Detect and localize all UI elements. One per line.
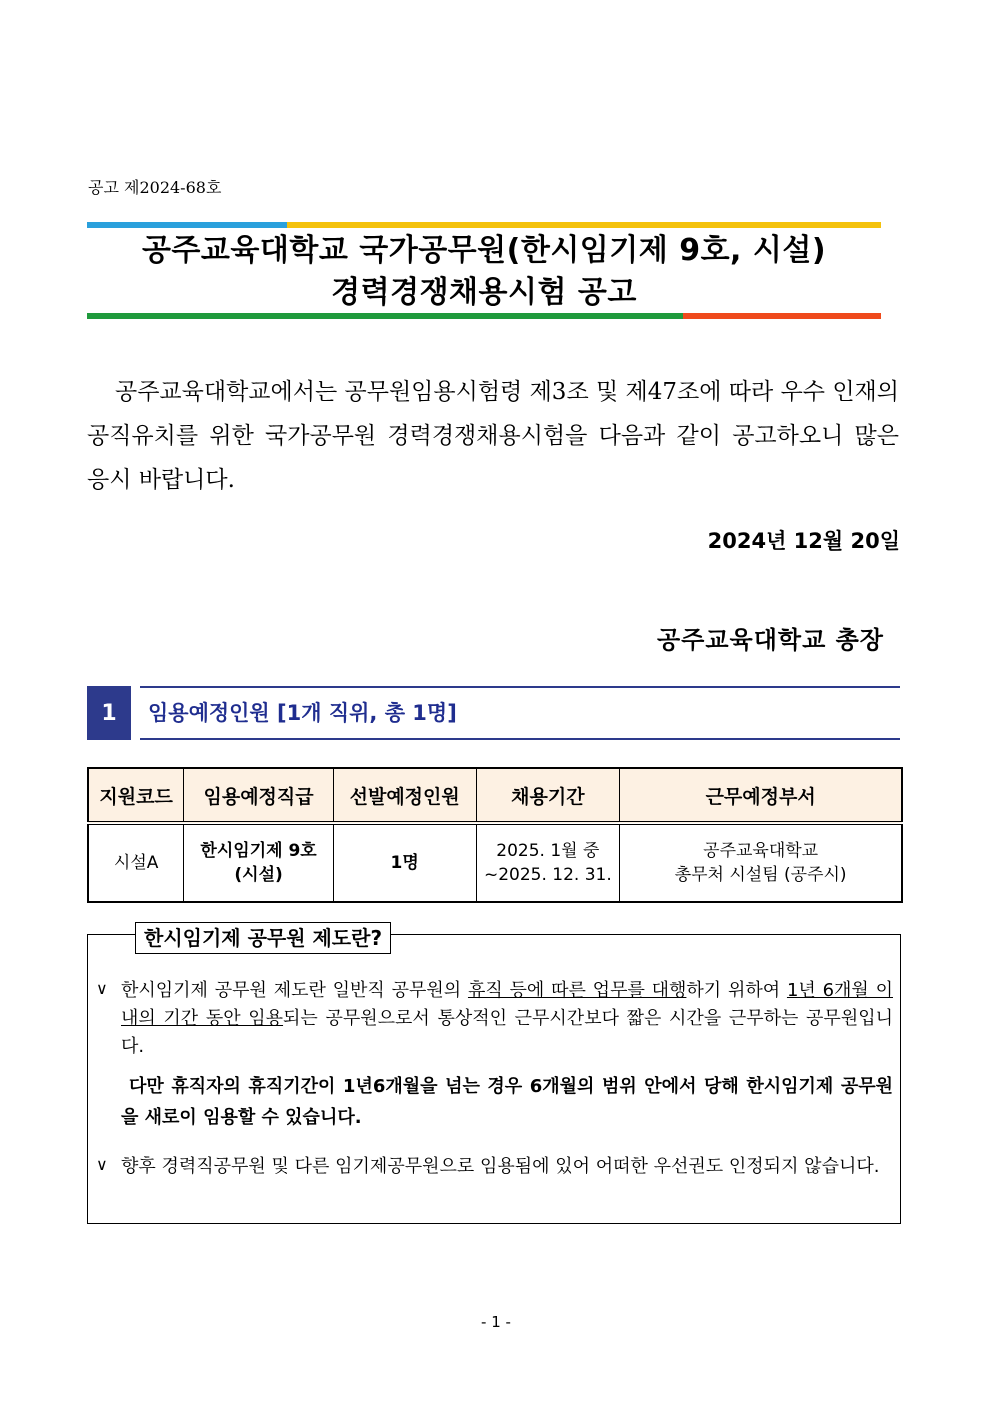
top-bar-blue-segment — [87, 222, 287, 228]
section-number-badge: 1 — [87, 686, 131, 740]
info-box — [87, 934, 901, 1224]
section-title: 임용예정인원 [1개 직위, 총 1명] — [148, 701, 457, 725]
box-note: 다만 휴직자의 휴직기간이 1년6개월을 넘는 경우 6개월의 범위 안에서 당해 한시임기제 공무원을 새로이 임용할 수 있습니다. — [121, 1076, 893, 1128]
grade-line-2: (시설) — [234, 865, 283, 885]
intro-paragraph: 공주교육대학교에서는 공무원임용시험령 제3조 및 제47조에 따라 우수 인재의 공직유치를 위한 국가공무원 경력경쟁채용시험을 다음과 같이 공고하오니 많은 응시 바랍니다. — [87, 379, 899, 493]
period-line-1: 2025. 1월 중 — [496, 841, 600, 861]
box-item-1-part-1: 한시임기제 공무원 제도란 일반직 공무원의 — [121, 980, 468, 1001]
cell-period — [476, 823, 620, 902]
header-department: 근무예정부서 — [620, 768, 902, 823]
header-period: 채용기간 — [476, 768, 620, 823]
document-title — [87, 230, 881, 314]
top-bar-yellow-segment — [287, 222, 881, 228]
box-item-1-underline-2: 1년 6개월 이내의 기간 동안 임용 — [121, 980, 893, 1029]
notice-number: 공고 제2024-68호 — [88, 178, 222, 197]
section-title-top-rule — [140, 686, 900, 688]
chevron-down-icon: ∨ — [96, 1155, 108, 1174]
title-line-2: 경력경쟁채용시험 공고 — [331, 275, 637, 310]
chevron-down-icon: ∨ — [96, 979, 108, 998]
header-headcount: 선발예정인원 — [333, 768, 476, 823]
bottom-bar-green-segment — [87, 313, 683, 319]
recruitment-table — [87, 767, 903, 903]
department-line-2: 총무처 시설팀 (공주시) — [674, 865, 847, 885]
department-line-1: 공주교육대학교 — [703, 841, 819, 861]
box-item-1 — [121, 977, 893, 1061]
section-title-bottom-rule — [140, 738, 900, 740]
header-support-code: 지원코드 — [88, 768, 184, 823]
table-row — [88, 823, 902, 902]
header-grade: 임용예정직급 — [184, 768, 334, 823]
title-bottom-bar — [87, 313, 881, 319]
cell-department — [620, 823, 902, 902]
title-top-bar — [87, 222, 881, 228]
cell-support-code: 시설A — [88, 823, 184, 902]
page-number: - 1 - — [481, 1313, 511, 1331]
period-line-2: ~2025. 12. 31. — [483, 865, 612, 885]
cell-grade — [184, 823, 334, 902]
box-item-2: 향후 경력직공무원 및 다른 임기제공무원으로 임용됨에 있어 어떠한 우선권도 인정되지 않습니다. — [121, 1156, 880, 1177]
notice-date: 2024년 12월 20일 — [707, 529, 900, 553]
cell-headcount: 1명 — [333, 823, 476, 902]
grade-line-1: 한시임기제 9호 — [200, 841, 317, 861]
box-item-1-part-3: 하기 위하여 — [686, 980, 787, 1001]
table-header-row — [88, 768, 902, 823]
info-box-title: 한시임기제 공무원 제도란? — [135, 922, 391, 954]
bottom-bar-red-segment — [683, 313, 881, 319]
box-item-1-part-5: 되는 공무원으로서 통상적인 근무시간보다 짧은 시간을 근무하는 공무원입니다. — [121, 1008, 893, 1057]
signer: 공주교육대학교 총장 — [656, 626, 884, 654]
box-item-1-underline-1: 휴직 등에 따른 업무를 대행 — [467, 980, 687, 1001]
title-line-1: 공주교육대학교 국가공무원(한시임기제 9호, 시설) — [141, 233, 827, 268]
